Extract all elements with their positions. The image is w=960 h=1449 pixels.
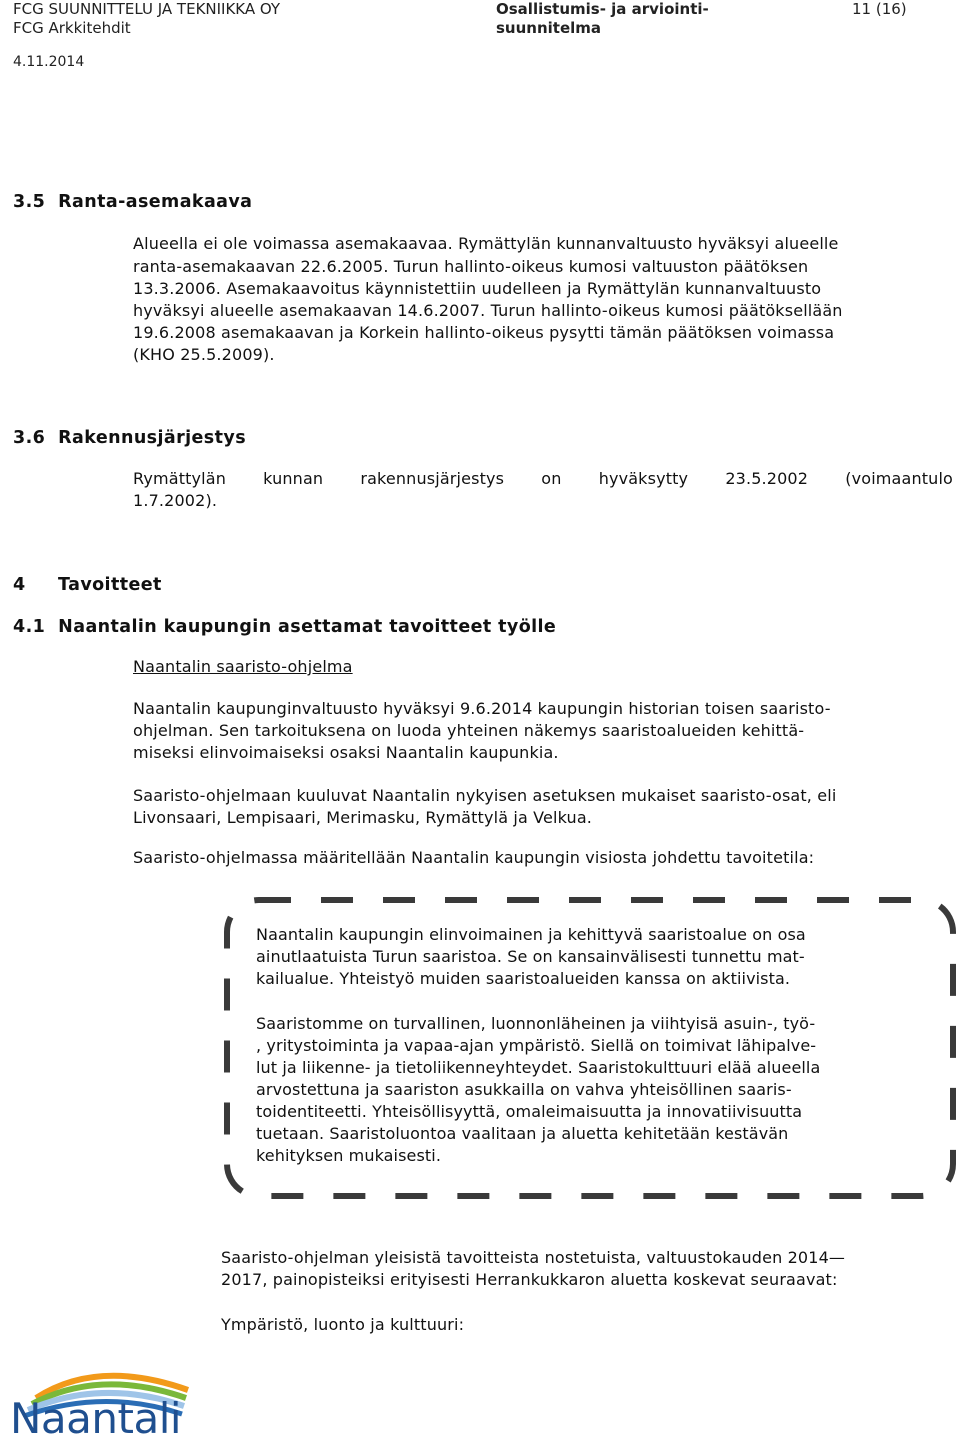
paragraph-line: hyväksyi alueelle asemakaavan 14.6.2007. Turun hallinto-oikeus kumosi päätöksellään [133, 301, 843, 320]
vision-line: toidentiteetti. Yhteisöllisyyttä, omaleimaisuutta ja innovatiivisuutta [256, 1102, 803, 1121]
section-3-6-heading: 3.6 Rakennusjärjestys [13, 428, 247, 448]
header-company-line2: FCG Arkkitehdit [13, 19, 131, 37]
paragraph-line: Saaristo-ohjelmaan kuuluvat Naantalin nykyisen asetuksen mukaiset saaristo-osat, eli [133, 786, 837, 805]
word: on [541, 469, 562, 488]
section-4-1-para3: Saaristo-ohjelmassa määritellään Naantalin kaupungin visiosta johdettu tavoitetila: [133, 848, 815, 867]
vision-line: arvostettuna ja saariston asukkailla on vahva yhteisöllinen saaris- [256, 1080, 792, 1099]
paragraph-line: Alueella ei ole voimassa asemakaavaa. Rymättylän kunnanvaltuusto hyväksyi alueelle [133, 234, 839, 253]
vision-line: tuetaan. Saaristoluontoa vaalitaan ja aluetta kehitetään kestävän [256, 1124, 789, 1143]
header-date: 4.11.2014 [13, 54, 85, 70]
paragraph-line: ranta-asemakaavan 22.6.2005. Turun hallinto-oikeus kumosi valtuuston päätöksen [133, 257, 809, 276]
header-page-number: 11 (16) [852, 0, 907, 18]
header-doc-title-line1: Osallistumis- ja arviointi- [496, 0, 709, 18]
naantali-logo [8, 1360, 218, 1449]
saaristo-ohjelma-subheading: Naantalin saaristo-ohjelma [133, 657, 353, 676]
paragraph-line: Saaristo-ohjelman yleisistä tavoitteista nostetuista, valtuustokauden 2014— [221, 1248, 846, 1267]
vision-line: Naantalin kaupungin elinvoimainen ja kehittyvä saaristoalue on osa [256, 925, 806, 944]
word: 23.5.2002 [725, 469, 809, 488]
section-3-5-heading: 3.5 Ranta-asemakaava [13, 192, 253, 212]
logo-wordmark: Naantali [10, 1394, 182, 1443]
section-4-heading: 4 Tavoitteet [13, 575, 162, 595]
paragraph-line: miseksi elinvoimaiseksi osaksi Naantalin kaupunkia. [133, 743, 559, 762]
vision-line: kehityksen mukaisesti. [256, 1146, 442, 1165]
vision-line: lut ja liikenne- ja tietoliikenneyhteydet. Saaristokulttuuri elää alueella [256, 1058, 821, 1077]
word: rakennusjärjestys [360, 469, 505, 488]
section-3-6-line1 [133, 469, 953, 488]
header-company-line1: FCG SUUNNITTELU JA TEKNIIKKA OY [13, 0, 281, 18]
goals-topic: Ympäristö, luonto ja kulttuuri: [221, 1315, 465, 1334]
paragraph-line: 19.6.2008 asemakaavan ja Korkein hallinto-oikeus pysytti tämän päätöksen voimassa [133, 323, 835, 342]
word: hyväksytty [598, 469, 689, 488]
header-doc-title-line2: suunnitelma [496, 19, 602, 37]
paragraph-line: (KHO 25.5.2009). [133, 345, 275, 364]
paragraph-line: ohjelman. Sen tarkoituksena on luoda yhteinen näkemys saaristoalueiden kehittä- [133, 721, 805, 740]
paragraph-line: Livonsaari, Lempisaari, Merimasku, Rymättylä ja Velkua. [133, 808, 593, 827]
word: Rymättylän [133, 469, 227, 488]
vision-line: Saaristomme on turvallinen, luonnonläheinen ja viihtyisä asuin-, työ- [256, 1014, 816, 1033]
vision-line: , yritystoiminta ja vapaa-ajan ympäristö. Siellä on toimivat lähipalve- [256, 1036, 817, 1055]
section-3-6-line2: 1.7.2002). [133, 491, 218, 510]
vision-line: ainutlaatuista Turun saaristoa. Se on kansainvälisesti tunnettu mat- [256, 947, 805, 966]
word: (voimaantulo [845, 469, 953, 488]
word: kunnan [263, 469, 324, 488]
paragraph-line: 13.3.2006. Asemakaavoitus käynnistettiin uudelleen ja Rymättylän kunnanvaltuusto [133, 279, 822, 298]
section-4-1-heading: 4.1 Naantalin kaupungin asettamat tavoitteet työlle [13, 617, 557, 637]
paragraph-line: Naantalin kaupunginvaltuusto hyväksyi 9.6.2014 kaupungin historian toisen saaristo- [133, 699, 831, 718]
paragraph-line: 2017, painopisteiksi erityisesti Herrankukkaron aluetta koskevat seuraavat: [221, 1270, 838, 1289]
vision-line: kailualue. Yhteistyö muiden saaristoalueiden kanssa on aktiivista. [256, 969, 791, 988]
